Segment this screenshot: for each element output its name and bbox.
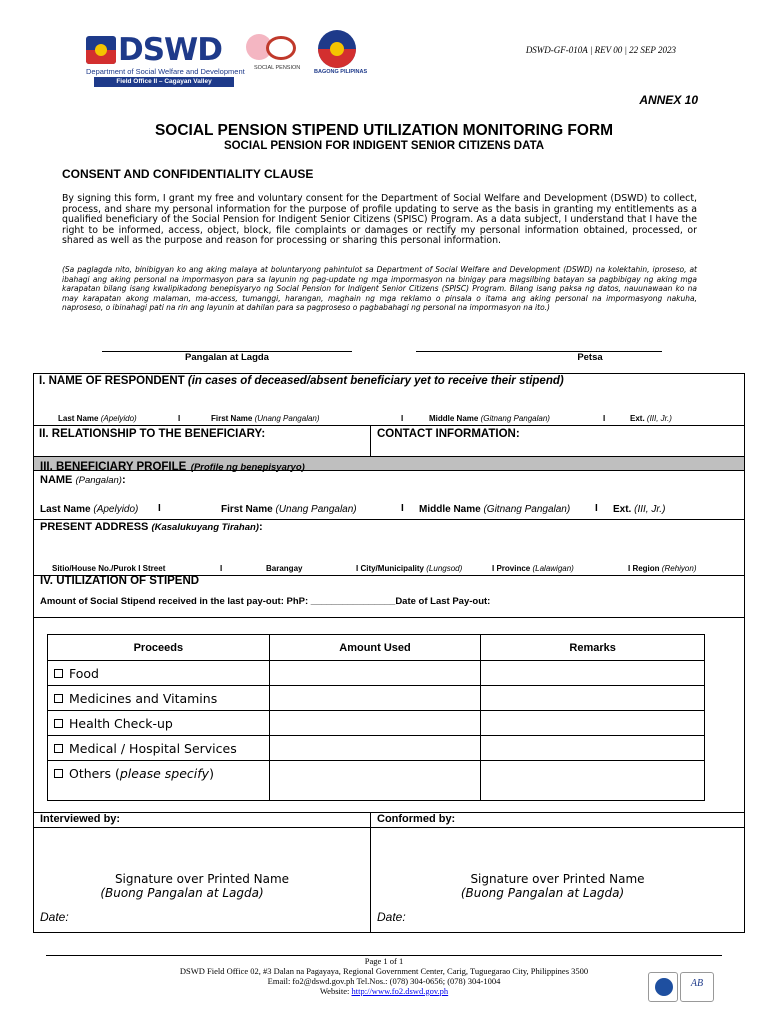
agency-name: Department of Social Welfare and Development [86,67,245,76]
proceeds-medical-hospital[interactable]: Medical / Hospital Services [48,736,270,761]
amount-used-cell[interactable] [269,761,481,801]
social-pension-logo [242,30,302,76]
city-label: I City/Municipality (Lungsod) [356,564,463,573]
consent-filipino-text: (Sa paglagda nito, binibigyan ko ang aking malaya at boluntaryong pahintulot sa Department of Social Welfare and Development (DSWD) na kolektahin, iproseso, at ibahagi ang aking personal na impormasyon para sa layunin ng pag-update ng mga impormasyon na binigay para magsilbing batayan sa pagbibigay ng aking mga karapatan bilang isang kwalipikadong benepisyaryo ng Social Pension for Indigent Senior Citizens (SPISC) Program. Bilang isang paksa ng datos, nauunawaan ko na may karapatan akong malaman, ma-access, tumanggi, harangan, maghain ng mga reklamo o pinsala o itama ang aking personal na impormasyong nakuha, naproseso, o ibinahagi pati na rin ang layunin at dahilan para sa pagproseso o pagbabahagi ng personal na impormasyon na ito.) [62,265,697,313]
beneficiary-name-label: NAME (Pangalan): [40,474,126,486]
beneficiary-first-name-label[interactable]: First Name (Unang Pangalan) [221,504,357,515]
separator: I [158,503,161,514]
section-beneficiary-header: III. BENEFICIARY PROFILE (Profile ng benepisyaryo) [34,457,744,471]
col-header-remarks: Remarks [481,635,705,661]
separator: I [401,503,404,514]
conformed-date-field[interactable]: Date: [377,910,406,924]
amount-used-cell[interactable] [269,661,481,686]
contact-info-label: CONTACT INFORMATION: [377,428,520,440]
respondent-middle-name-label[interactable]: Middle Name (Gitnang Pangalan) [429,414,550,423]
separator: I [401,414,404,423]
field-office-label: Field Office II – Cagayan Valley [94,77,234,87]
province-label: I Province (Lalawigan) [492,564,574,573]
barangay-label: Barangay [266,564,303,573]
checkbox[interactable] [54,694,63,703]
checkbox[interactable] [54,669,63,678]
bagong-pilipinas-text: BAGONG PILIPINAS [314,69,368,75]
table-row [48,661,705,686]
col-header-proceeds: Proceeds [48,635,270,661]
table-row [48,686,705,711]
contact-info-field[interactable] [370,425,745,457]
dswd-logo-text: DSWD [118,32,222,68]
amount-used-cell[interactable] [269,686,481,711]
bagong-pilipinas-seal-icon [318,30,356,68]
amount-received-field[interactable]: Amount of Social Stipend received in the last pay-out: PhP: ________________Date of Last Pay-out: [40,596,491,607]
col-header-amount-used: Amount Used [269,635,481,661]
section-beneficiary-profile [33,456,745,520]
remarks-cell[interactable] [481,686,705,711]
respondent-last-name-label[interactable]: Last Name (Apelyido) [58,414,137,423]
footer-website-row: Website: http://www.fo2.dswd.gov.ph [319,986,449,996]
section-utilization-title: IV. UTILIZATION OF STIPEND [40,575,200,587]
consent-english-text: By signing this form, I grant my free and voluntary consent for the Department of Social Welfare and Development (DSWD) to collect, process, and share my personal information for the purpose of profile updating to serve as the basis in granting my entitlements as a qualified beneficiary of the Social Pension for Indigent Senior Citizens (SPISC) Program. As a data subject, I understand that I have the right to be informed, access, object, block, file complaints or damages or rectify my personal information obtained, processed, or shared as well as the purpose and reason for processing or sharing this personal information. [62,193,697,247]
section-utilization [33,575,745,618]
interviewer-date-field[interactable]: Date: [40,910,69,924]
page-number: Page 1 of 1 [364,956,404,966]
remarks-cell[interactable] [481,761,705,801]
proceeds-table-header [48,635,705,661]
respondent-ext-label[interactable]: Ext. (III, Jr.) [630,414,672,423]
table-row [48,736,705,761]
footer-address: DSWD Field Office 02, #3 Dalan na Pagayaya, Regional Government Center, Carig, Tuguegarao City, Philippines 3500 [179,966,589,976]
social-pension-logo-text: SOCIAL PENSION [254,65,301,71]
region-label: I Region (Rehiyon) [628,564,697,573]
separator: I [220,564,223,573]
relationship-label: II. RELATIONSHIP TO THE BENEFICIARY: [39,428,266,440]
beneficiary-ext-label[interactable]: Ext. (III, Jr.) [613,504,666,515]
proceeds-table [47,634,705,801]
dswd-flag-icon [86,36,116,64]
present-address-label: PRESENT ADDRESS (Kasalukuyang Tirahan): [40,521,263,533]
consent-heading: CONSENT AND CONFIDENTIALITY CLAUSE [62,167,314,181]
annex-label: ANNEX 10 [639,93,698,107]
proceeds-others[interactable]: Others (please specify) [48,761,270,801]
remarks-cell[interactable] [481,661,705,686]
proceeds-food[interactable]: Food [48,661,270,686]
separator: I [595,503,598,514]
form-title: SOCIAL PENSION STIPEND UTILIZATION MONITORING FORM [154,122,614,139]
respondent-first-name-label[interactable]: First Name (Unang Pangalan) [211,414,320,423]
signature-header-line [34,827,744,828]
beneficiary-last-name-label[interactable]: Last Name (Apelyido) [40,504,139,515]
website-link[interactable]: http://www.fo2.dswd.gov.ph [351,986,449,996]
bagong-pilipinas-logo [310,28,370,78]
remarks-cell[interactable] [481,711,705,736]
section-respondent [33,373,745,426]
interviewed-by-label: Interviewed by: [40,813,121,825]
section-respondent-title: I. NAME OF RESPONDENT (in cases of deceased/absent beneficiary yet to receive their stipend) [39,375,564,387]
footer-contact: Email: fo2@dswd.gov.ph Tel.Nos.: (078) 304-0656; (078) 304-1004 [267,976,501,986]
interviewer-signature-field[interactable]: Signature over Printed Name (Buong Pangalan at Lagda) [100,872,290,900]
table-row [48,711,705,736]
consent-signature-label: Pangalan at Lagda [185,352,269,363]
present-address-field[interactable] [33,519,745,576]
iso-certification-icon [648,972,678,1002]
remarks-cell[interactable] [481,736,705,761]
separator: I [178,414,181,423]
dswd-logo [86,32,245,86]
beneficiary-signature-field[interactable]: Signature over Printed Name (Buong Pangalan at Lagda) [460,872,645,900]
beneficiary-middle-name-label[interactable]: Middle Name (Gitnang Pangalan) [419,504,571,515]
amount-used-cell[interactable] [269,736,481,761]
table-row [48,761,705,801]
document-reference: DSWD-GF-010A | REV 00 | 22 SEP 2023 [525,45,676,55]
checkbox[interactable] [54,769,63,778]
checkbox[interactable] [54,719,63,728]
amount-used-cell[interactable] [269,711,481,736]
consent-date-label: Petsa [577,352,603,363]
accreditation-badge-icon: AB [680,972,714,1002]
form-subtitle: SOCIAL PENSION FOR INDIGENT SENIOR CITIZENS DATA [223,140,545,152]
proceeds-medicines[interactable]: Medicines and Vitamins [48,686,270,711]
signature-section [33,812,745,933]
relationship-field[interactable] [33,425,371,457]
checkbox[interactable] [54,744,63,753]
social-pension-ring-icon [266,36,296,60]
proceeds-health-checkup[interactable]: Health Check-up [48,711,270,736]
sitio-label: Sitio/House No./Purok I Street [52,564,166,573]
conformed-by-label: Conformed by: [377,813,456,825]
separator: I [603,414,606,423]
